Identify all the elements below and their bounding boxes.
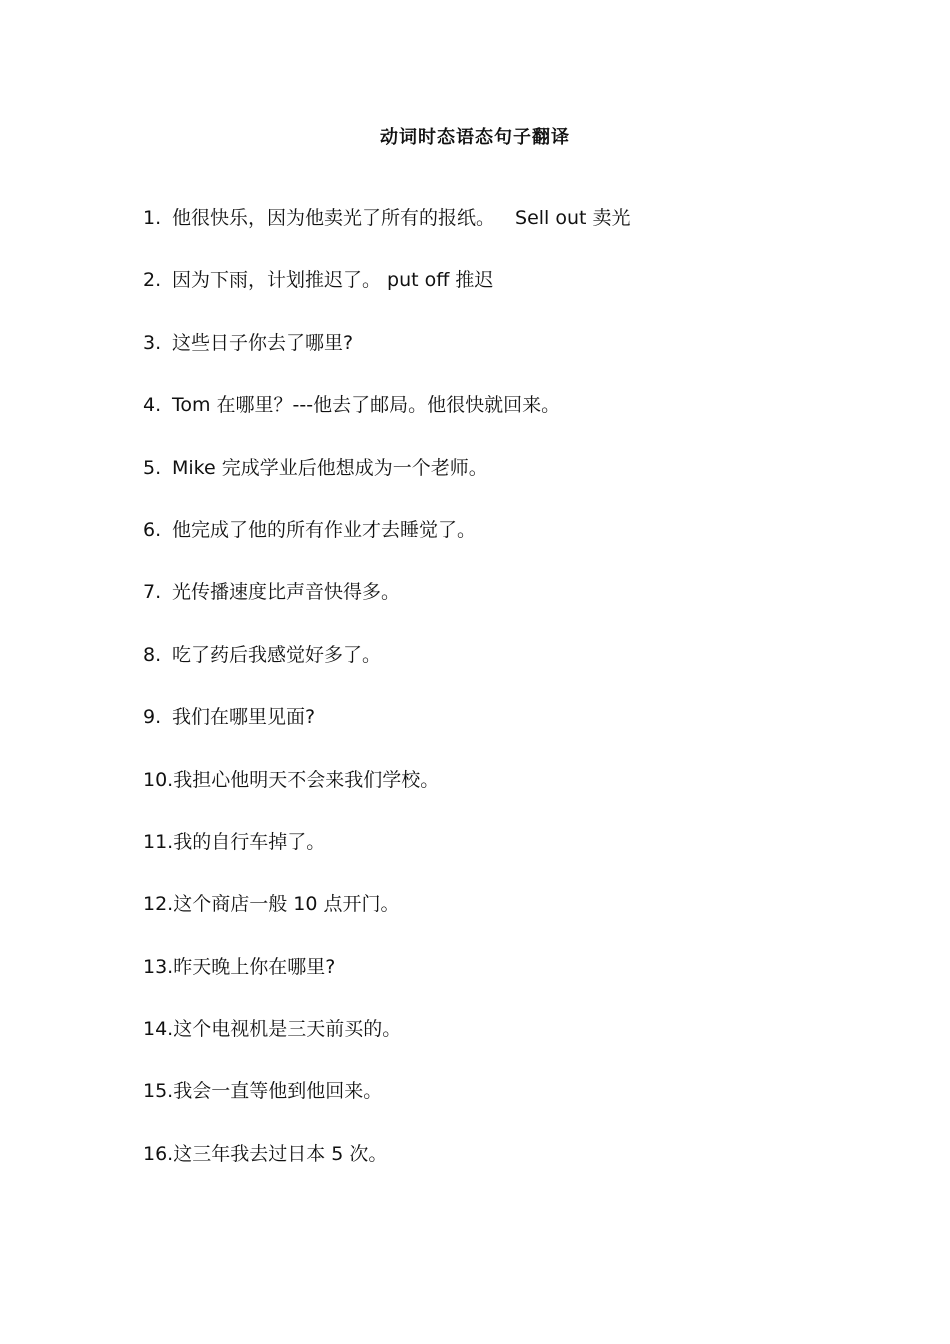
item-number: 7. bbox=[143, 581, 162, 604]
item-number: 2. bbox=[143, 269, 162, 292]
item-text: 这个电视机是三天前买的。 bbox=[173, 1018, 402, 1041]
list-item bbox=[143, 578, 631, 640]
list-item bbox=[143, 516, 631, 578]
item-number: 10. bbox=[143, 768, 174, 791]
list-item bbox=[143, 204, 631, 266]
item-text: 吃了药后我感觉好多了。 bbox=[172, 643, 382, 666]
item-text: 我担心他明天不会来我们学校。 bbox=[173, 768, 440, 791]
item-text: 他很快乐，因为他卖光了所有的报纸。 bbox=[172, 207, 496, 229]
item-number: 12. bbox=[143, 893, 174, 916]
item-text: Mike 完成学业后他想成为一个老师。 bbox=[172, 456, 488, 479]
item-number: 8. bbox=[143, 643, 162, 666]
item-text: 这个商店一般 10 点开门。 bbox=[173, 893, 400, 916]
list-item bbox=[143, 703, 631, 765]
list-item bbox=[143, 1015, 631, 1077]
item-text: 这三年我去过日本 5 次。 bbox=[173, 1142, 388, 1165]
item-text: 他完成了他的所有作业才去睡觉了。 bbox=[172, 518, 477, 541]
item-hint: Sell out 卖光 bbox=[515, 207, 631, 229]
item-text: 因为下雨，计划推迟了。 bbox=[172, 269, 382, 292]
item-number: 3. bbox=[143, 331, 162, 354]
item-text: 光传播速度比声音快得多。 bbox=[172, 581, 401, 604]
list-item bbox=[143, 1077, 631, 1139]
item-number: 4. bbox=[143, 394, 162, 417]
item-text: 我们在哪里见面? bbox=[172, 706, 316, 729]
list-item bbox=[143, 329, 631, 391]
item-number: 1. bbox=[143, 207, 162, 229]
list-item bbox=[143, 641, 631, 703]
list-item bbox=[143, 454, 631, 516]
item-text: 这些日子你去了哪里? bbox=[172, 331, 354, 354]
item-text: 我会一直等他到他回来。 bbox=[173, 1080, 383, 1103]
list-item bbox=[143, 1140, 631, 1202]
item-number: 15. bbox=[143, 1080, 174, 1103]
item-number: 9. bbox=[143, 706, 162, 729]
page-title: 动词时态语态句子翻译 bbox=[380, 127, 570, 148]
sentence-list bbox=[143, 204, 631, 1202]
list-item bbox=[143, 828, 631, 890]
list-item bbox=[143, 266, 631, 328]
item-number: 5. bbox=[143, 456, 162, 479]
item-number: 14. bbox=[143, 1018, 174, 1041]
item-number: 6. bbox=[143, 518, 162, 541]
item-number: 13. bbox=[143, 955, 174, 978]
item-text: 我的自行车掉了。 bbox=[173, 830, 326, 853]
item-number: 11. bbox=[143, 830, 174, 853]
list-item bbox=[143, 391, 631, 453]
item-number: 16. bbox=[143, 1142, 174, 1165]
list-item bbox=[143, 766, 631, 828]
list-item bbox=[143, 953, 631, 1015]
list-item bbox=[143, 890, 631, 952]
item-text: 昨天晚上你在哪里? bbox=[173, 955, 336, 978]
item-text: Tom 在哪里？---他去了邮局。他很快就回来。 bbox=[172, 394, 561, 417]
item-hint: put off 推迟 bbox=[387, 269, 494, 292]
